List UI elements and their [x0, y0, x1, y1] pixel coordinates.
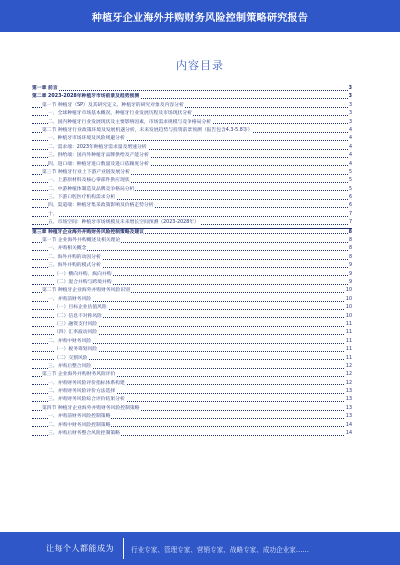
toc-entry-page: 7 [348, 211, 352, 219]
toc-entry-text: 三、并购后整合风险 [48, 363, 92, 369]
footer-slogan: 让每个人都能成为 [46, 544, 114, 553]
toc-entry-page: 5 [348, 177, 352, 185]
toc-entry[interactable] [32, 430, 352, 438]
footer-tagline: 行业专家、管理专家、营销专家、战略专家、成功企业家…… [131, 546, 310, 554]
toc-entry-text: （二）交割风险 [54, 355, 88, 361]
toc-entry-text: 四、进口端：种植牙进口数量及进口依赖度分析 [48, 161, 149, 167]
toc-entry-text: 第四节 种植牙企业海外并购财务风险控制策略 [42, 405, 140, 411]
toc-entry[interactable] [32, 371, 352, 379]
toc-heading: 内容目录 [176, 59, 224, 72]
toc-entry-page: 9 [348, 271, 352, 279]
toc-entry-page: 10 [345, 304, 352, 312]
toc-entry-page: 3 [348, 110, 352, 118]
toc-entry[interactable] [32, 262, 352, 270]
toc-entry-page: 13 [345, 413, 352, 421]
toc-entry-page: 11 [345, 338, 352, 346]
toc-entry[interactable] [32, 119, 352, 127]
toc-entry[interactable] [32, 338, 352, 346]
toc-entry[interactable] [32, 177, 352, 185]
toc-entry-page: 13 [345, 388, 352, 396]
toc-entry[interactable] [32, 219, 352, 228]
toc-entry[interactable] [32, 422, 352, 430]
toc-entry[interactable] [32, 355, 352, 363]
toc-entry[interactable] [32, 329, 352, 337]
toc-entry-text: （二）混合并购与跨境并购 [54, 279, 112, 285]
toc-entry-text: 一、上游原材料及核心零部件供应现状 [48, 178, 130, 184]
toc-entry[interactable] [32, 405, 352, 413]
toc-entry[interactable] [32, 346, 352, 354]
toc-entry-page: 8 [348, 237, 352, 245]
toc-entry-page: 5 [348, 169, 352, 177]
toc-entry[interactable] [32, 245, 352, 253]
toc-entry-page: 4 [348, 152, 352, 160]
toc-entry-page: 12 [345, 363, 352, 371]
footer-bar [0, 532, 400, 565]
toc-entry-page: 3 [348, 102, 352, 110]
toc-entry-page: 8 [348, 245, 352, 253]
toc-entry-text: 二、需求端：2023年种植牙需求量及增速分析 [48, 144, 147, 150]
toc-entry[interactable] [32, 152, 352, 160]
toc-entry-page: 3 [348, 119, 352, 127]
toc-entry-text: 二、并购中财务风险控制策略 [48, 422, 111, 428]
toc-entry[interactable] [32, 363, 352, 371]
toc-entry-text: 第一节 企业海外并购概述及相关理论 [42, 238, 121, 244]
report-title: 种植牙企业海外并购财务风险控制策略研究报告 [91, 13, 309, 24]
toc-entry-text: 四、渠道端：种植牙集采政策影响及价格走势分析 [48, 203, 154, 209]
toc-entry-page: 14 [345, 430, 352, 438]
toc-entry-page: 11 [345, 321, 352, 329]
toc-entry-text: （一）目标企业估值风险 [54, 305, 107, 311]
toc-entry-text: 一、并购前财务风险 [48, 296, 92, 302]
toc-entry[interactable] [32, 144, 352, 152]
toc-entry-page: 12 [345, 380, 352, 388]
toc-entry[interactable] [32, 194, 352, 202]
toc-entry-text: 三、并购财务风险综合评价结果分析 [48, 397, 125, 403]
toc-entry-text: 第二节 种植牙行业政策环境及发展机遇分析，未来发展趋势与投资前景预测（报告包含4.3-5.8等） [42, 127, 253, 133]
toc-entry-page: 9 [348, 279, 352, 287]
toc-entry[interactable] [32, 287, 352, 295]
toc-entry-page: 9 [348, 262, 352, 270]
toc-entry-text: （四）汇率波动风险 [54, 330, 98, 336]
toc-entry-text: 二、国内种植牙行业发展现状及主要影响因素，市场需求规模与竞争格局分析 [48, 119, 212, 125]
toc-entry-page: 7 [348, 219, 352, 227]
toc-entry-page: 6 [348, 202, 352, 210]
toc-entry-text: 第三章 种植牙企业海外并购财务风险控制策略及建议 [32, 229, 145, 235]
toc-entry[interactable] [32, 229, 352, 237]
toc-entry[interactable] [32, 211, 352, 219]
toc-entry-page: 11 [345, 329, 352, 337]
toc-entry-page: 11 [345, 346, 352, 354]
toc-entry-text: 第二章 2023-2028年种植牙市场前景及趋势预测 [32, 94, 140, 100]
toc-entry-text: 三、海外并购的模式分析 [48, 263, 101, 269]
toc-entry[interactable] [32, 296, 352, 304]
toc-entry-text: 第三节 种植牙行业上下游产业链发展分析 [42, 169, 130, 175]
toc-entry[interactable] [32, 110, 352, 118]
toc-entry[interactable] [32, 413, 352, 421]
toc-entry-page: 8 [348, 254, 352, 262]
toc-entry-page: 6 [348, 194, 352, 202]
toc-entry-text: （一）横向并购、纵向并购 [54, 271, 112, 277]
toc-entry-page: 13 [345, 396, 352, 404]
toc-entry-text: 五、市场空间：种植牙市场规模及未来增长空间预测（2023-2028年） [48, 220, 199, 226]
toc-entry[interactable] [32, 321, 352, 329]
toc-entry-text: 第一节 种植牙（SP）及其研究定义、种植牙的研究对象及内容分析 [42, 102, 184, 108]
toc-entry-text: 十、 [48, 211, 58, 217]
toc-entry-page: 4 [348, 144, 352, 152]
toc-entry-page: 10 [345, 287, 352, 295]
toc-entry[interactable] [32, 396, 352, 404]
header-bar [0, 0, 400, 32]
footer-divider [123, 538, 124, 559]
toc-entry[interactable] [32, 380, 352, 388]
toc-entry-text: 第二节 种植牙企业海外并购财务风险识别 [42, 288, 130, 294]
toc-entry[interactable] [32, 313, 352, 321]
toc-entry-page: 3 [348, 85, 352, 93]
toc-entry-text: 一、并购财务风险评价指标体系构建 [48, 380, 125, 386]
table-of-contents [32, 85, 352, 525]
toc-entry-text: 一、并购相关概念 [48, 246, 87, 252]
toc-entry-text: 三、供给端：国内外种植牙品牌供给及产能分析 [48, 153, 149, 159]
toc-entry-text: 第一章 前言 [32, 86, 58, 91]
toc-entry[interactable] [32, 254, 352, 262]
toc-entry[interactable] [32, 93, 352, 101]
toc-entry-text: 一、并购前财务风险控制策略 [48, 414, 111, 420]
toc-entry-page: 8 [348, 229, 352, 237]
toc-entry[interactable] [32, 127, 352, 135]
toc-entry-page: 14 [345, 422, 352, 430]
toc-entry-text: 二、并购财务风险评价方法选择 [48, 389, 116, 395]
toc-entry-page: 13 [345, 405, 352, 413]
toc-entry-page: 3 [348, 93, 352, 101]
toc-entry-page: 4 [348, 161, 352, 169]
toc-entry[interactable] [32, 102, 352, 110]
toc-entry[interactable] [32, 237, 352, 245]
toc-entry[interactable] [32, 186, 352, 194]
toc-entry-page: 11 [345, 355, 352, 363]
toc-entry-text: 三、并购后财务整合风险控制策略 [48, 431, 120, 437]
toc-entry-text: 二、中游种植体制造及品牌竞争格局分析 [48, 186, 135, 192]
toc-entry-text: （二）信息不对称风险 [54, 313, 102, 319]
toc-entry[interactable] [32, 202, 352, 210]
toc-entry[interactable] [32, 304, 352, 312]
toc-entry-text: 一、种植牙市场环境及风险规避分析 [48, 136, 125, 142]
toc-entry-text: 二、并购中财务风险 [48, 338, 92, 344]
toc-entry[interactable] [32, 169, 352, 177]
toc-entry[interactable] [32, 388, 352, 396]
toc-entry-text: 一、全球种植牙市场基本概况，种植牙行业发展历程及市场现状分析 [48, 111, 192, 117]
toc-entry[interactable] [32, 85, 352, 93]
toc-entry[interactable] [32, 271, 352, 279]
toc-entry-page: 5 [348, 186, 352, 194]
toc-entry-page: 12 [345, 371, 352, 379]
toc-entry-text: （三）融资支付风险 [54, 321, 98, 327]
toc-entry[interactable] [32, 279, 352, 287]
toc-entry-page: 4 [348, 127, 352, 135]
toc-entry-text: 第三节 企业海外并购财务风险评价 [42, 372, 116, 378]
toc-entry-text: （一）税务筹划风险 [54, 347, 98, 353]
toc-entry-page: 10 [345, 296, 352, 304]
toc-entry-page: 4 [348, 135, 352, 143]
toc-entry-text: 二、海外并购的动因分析 [48, 254, 101, 260]
toc-entry-text: 三、下游口腔医疗机构需求分析 [48, 195, 116, 201]
toc-entry[interactable] [32, 161, 352, 169]
toc-entry-page: 10 [345, 313, 352, 321]
toc-entry[interactable] [32, 135, 352, 143]
